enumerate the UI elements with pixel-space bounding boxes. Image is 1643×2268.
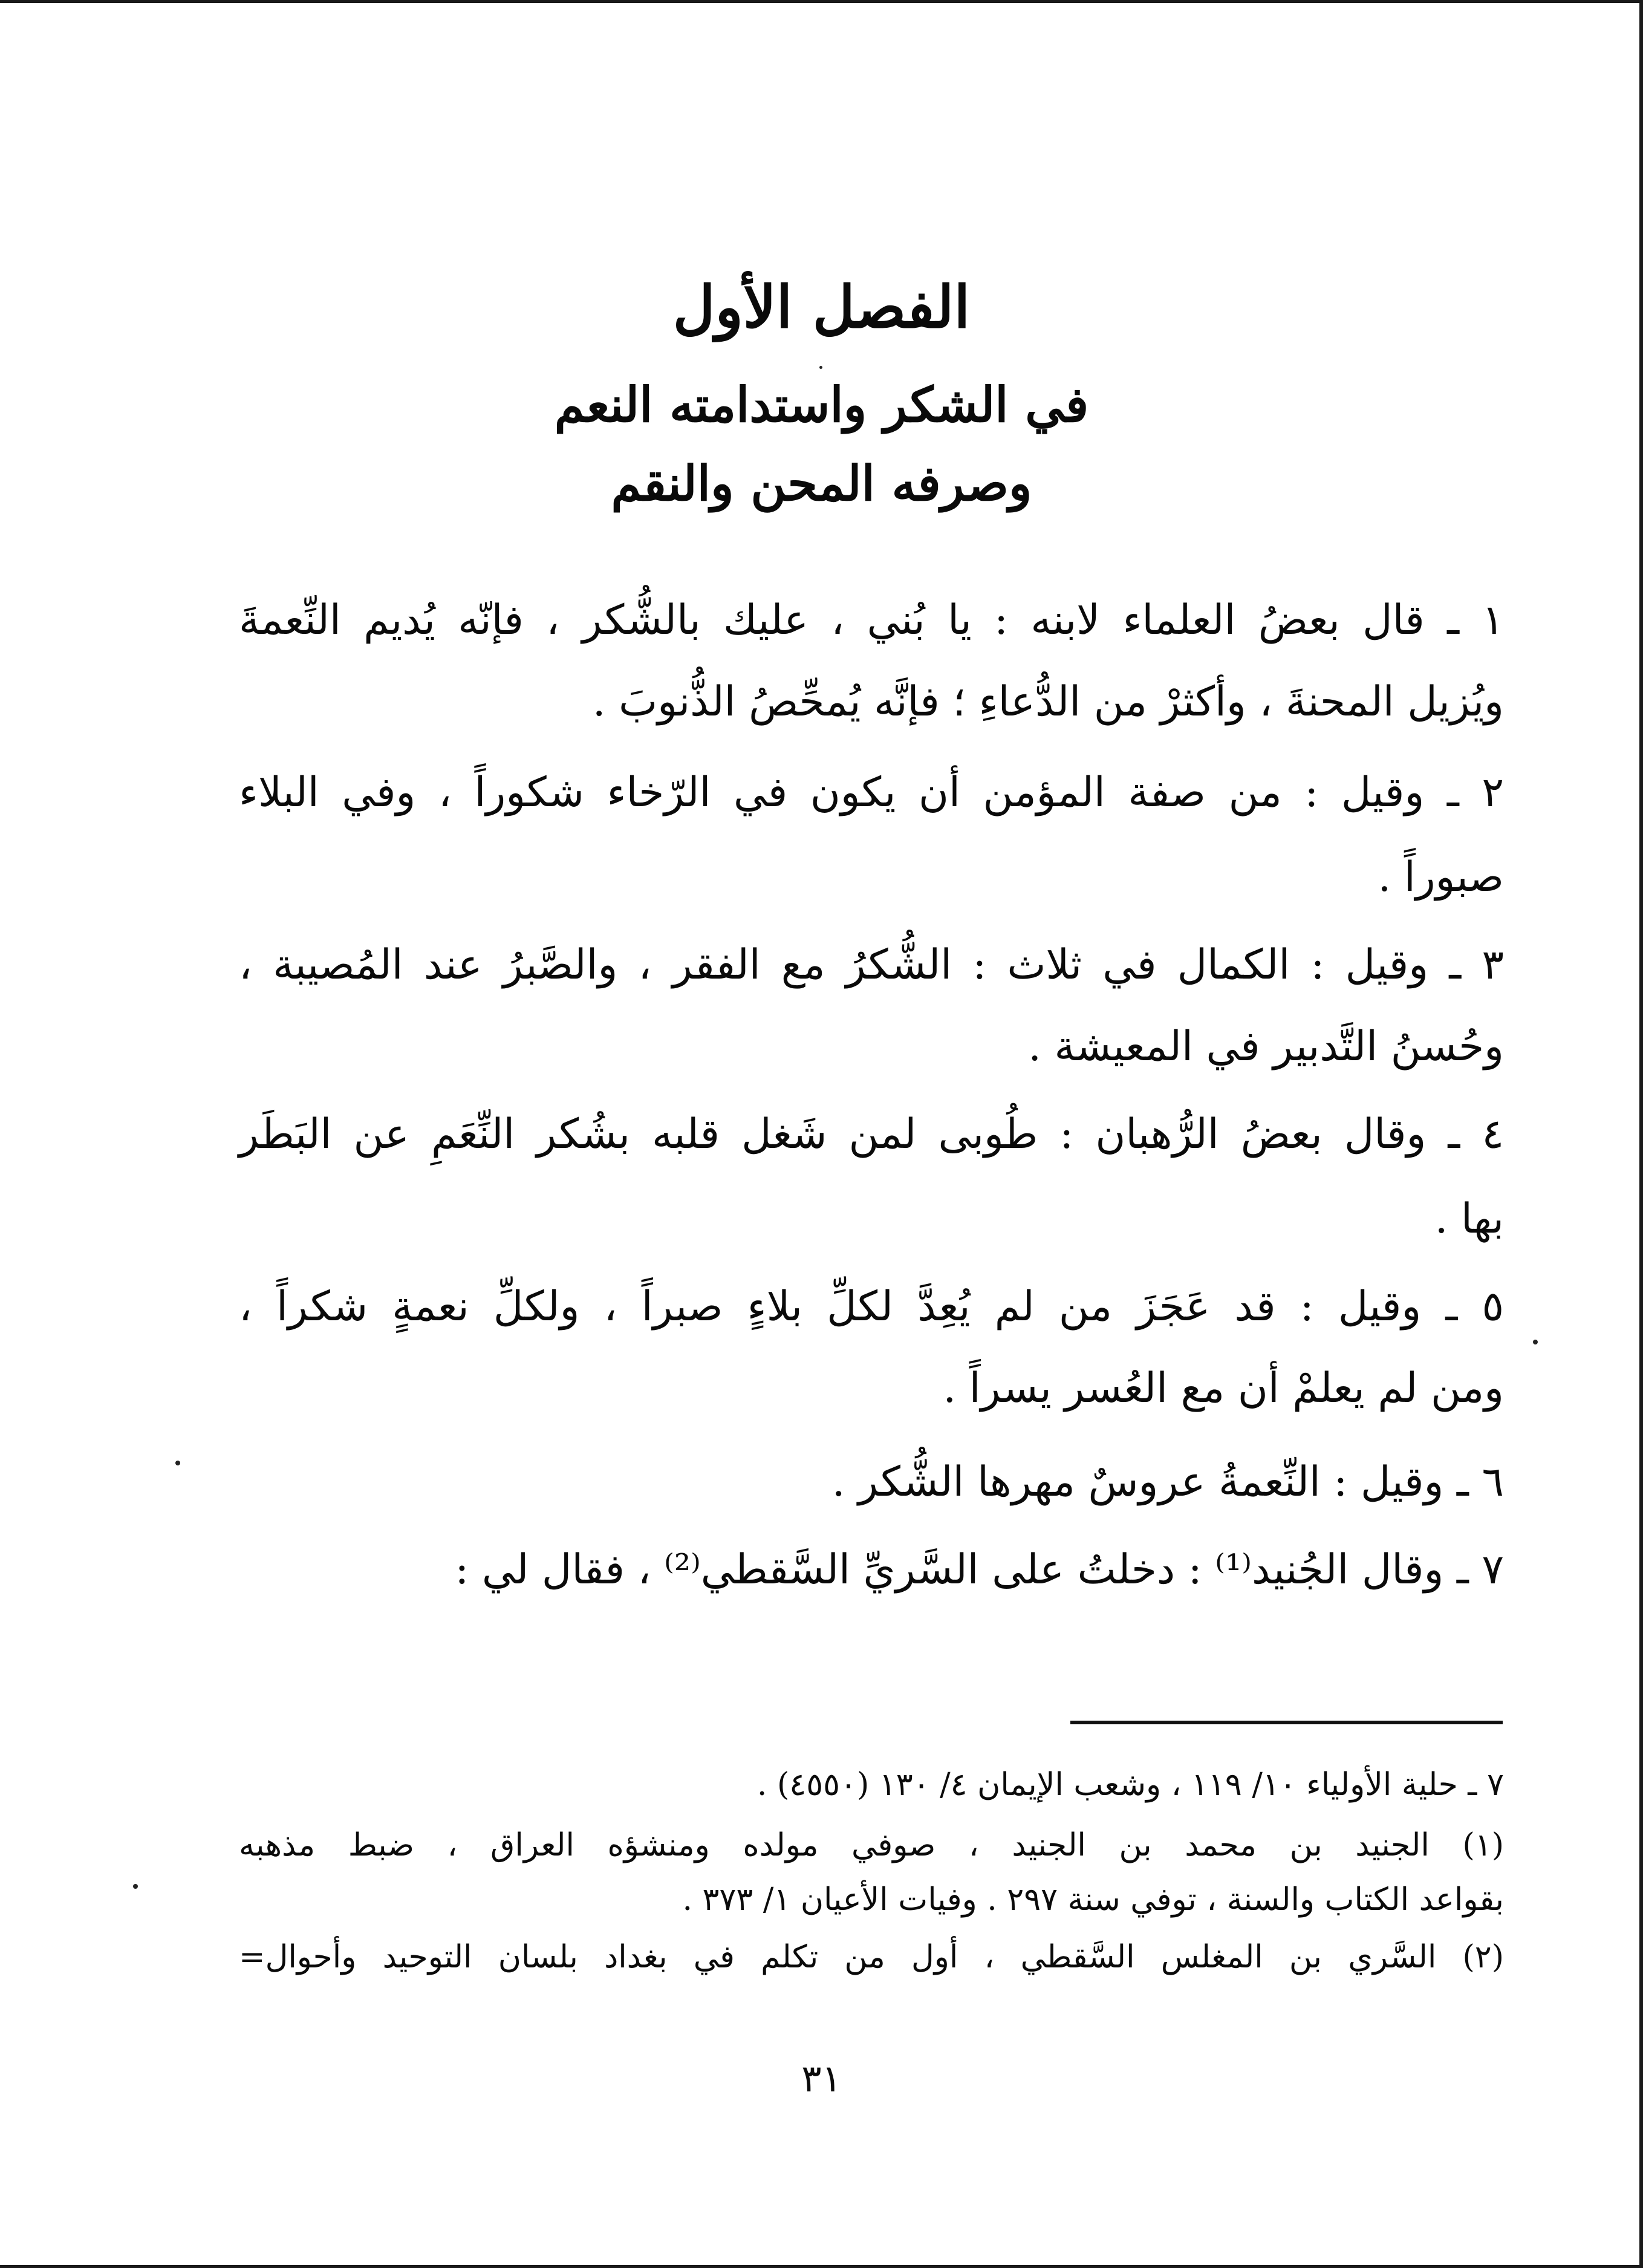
paragraph-5-line-1: ٥ ـ وقيل : قد عَجَزَ من لم يُعِدَّ لكلِّ بلاءٍ صبراً ، ولكلِّ نعمةٍ شكراً ، [239, 1283, 1504, 1331]
page-number: ٣١ [801, 2056, 842, 2100]
scan-border-bottom [0, 2265, 1643, 2268]
chapter-subtitle-line-1: في الشكر واستدامته النعم [554, 376, 1089, 433]
paragraph-2-line-1: ٢ ـ وقيل : من صفة المؤمن أن يكون في الرّخاء شكوراً ، وفي البلاء [239, 769, 1504, 816]
paragraph-3-line-1: ٣ ـ وقيل : الكمال في ثلاث : الشُّكرُ مع الفقر ، والصَّبرُ عند المُصيبة ، [239, 941, 1504, 989]
scan-border-top [0, 0, 1643, 3]
scan-speck [175, 1461, 180, 1465]
footnote-1-line-2: بقواعد الكتاب والسنة ، توفي سنة ٢٩٧ . وفيات الأعيان ١/ ٣٧٣ . [682, 1882, 1504, 1918]
paragraph-4-line-1: ٤ ـ وقال بعضُ الرُّهبان : طُوبى لمن شَغل قلبه بشُكر النِّعَمِ عن البَطَر [239, 1110, 1504, 1158]
paragraph-5-line-2: ومن لم يعلمْ أن مع العُسر يسراً . [943, 1364, 1504, 1412]
scan-speck [819, 366, 822, 369]
paragraph-7: ٧ ـ وقال الجُنيد⁽¹⁾ : دخلتُ على السَّريِّ السَّقطي⁽²⁾ ، فقال لي : [455, 1546, 1504, 1594]
footnote-source-7: ٧ ـ حلية الأولياء ١٠/ ١١٩ ، وشعب الإيمان ٤/ ١٣٠ (٤٥٥٠) . [756, 1767, 1504, 1803]
chapter-subtitle-line-2: وصرفه المحن والنقم [611, 455, 1032, 512]
paragraph-1-line-2: ويُزيل المحنةَ ، وأكثرْ من الدُّعاءِ ؛ فإنَّه يُمحِّصُ الذُّنوبَ . [592, 678, 1504, 726]
paragraph-4-line-2: بها . [1434, 1195, 1504, 1243]
footnote-1-line-1: (١) الجنيد بن محمد بن الجنيد ، صوفي مولده ومنشؤه العراق ، ضبط مذهبه [239, 1827, 1504, 1863]
paragraph-2-line-2: صبوراً . [1378, 853, 1504, 901]
paragraph-6: ٦ ـ وقيل : النِّعمةُ عروسٌ مهرها الشُّكر . [831, 1458, 1504, 1506]
scan-border-right [1639, 0, 1643, 2268]
chapter-title: الفصل الأول [672, 273, 971, 341]
scan-speck [1533, 1340, 1538, 1344]
footnote-2-line-1: (٢) السَّري بن المغلس السَّقطي ، أول من تكلم في بغداد بلسان التوحيد وأحوال= [239, 1939, 1505, 1975]
paragraph-3-line-2: وحُسنُ التَّدبير في المعيشة . [1028, 1023, 1504, 1070]
paragraph-1-line-1: ١ ـ قال بعضُ العلماء لابنه : يا بُني ، عليك بالشُّكر ، فإنّه يُديم النِّعمةَ [239, 596, 1504, 644]
scan-speck [133, 1884, 138, 1889]
footnote-separator [1070, 1721, 1503, 1724]
